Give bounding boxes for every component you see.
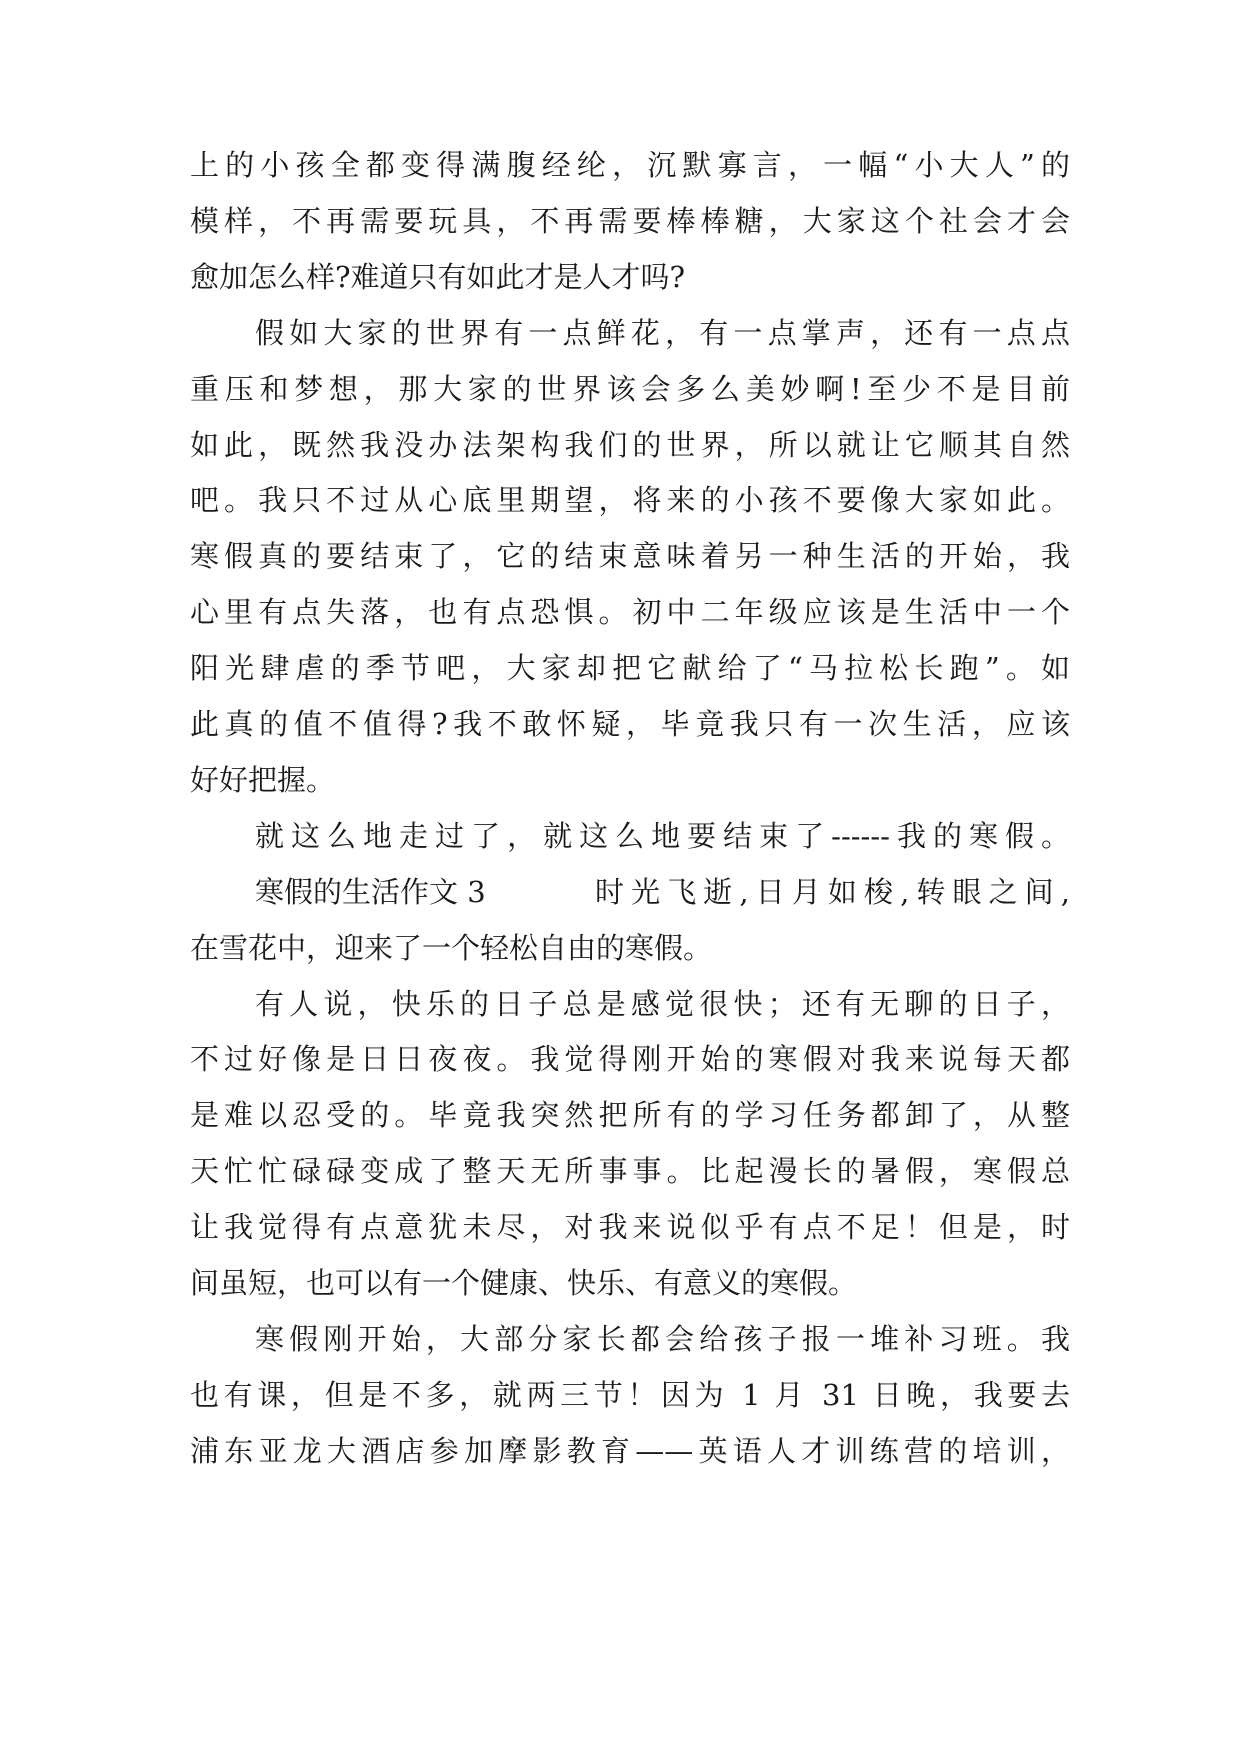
- text-line: 天忙忙碌碌变成了整天无所事事。比起漫长的暑假，寒假总: [190, 1154, 1070, 1188]
- text-line: 假如大家的世界有一点鲜花，有一点掌声，还有一点点: [255, 316, 1070, 350]
- text-line: 吧。我只不过从心底里期望，将来的小孩不要像大家如此。: [190, 483, 1070, 517]
- text-line: 不过好像是日日夜夜。我觉得刚开始的寒假对我来说每天都: [190, 1042, 1070, 1076]
- text-line: 寒假真的要结束了，它的结束意味着另一种生活的开始，我: [190, 539, 1070, 573]
- text-line: 也有课，但是不多，就两三节！因为 1 月 31 日晚，我要去: [190, 1378, 1070, 1412]
- section-title: 寒假的生活作文 3: [255, 875, 486, 909]
- section-heading-continuation: 时光飞逝,日月如梭,转眼之间,: [595, 875, 1070, 909]
- text-line: 心里有点失落，也有点恐惧。初中二年级应该是生活中一个: [190, 595, 1070, 629]
- text-line: 有人说，快乐的日子总是感觉很快；还有无聊的日子，: [255, 987, 1070, 1021]
- text-line: 在雪花中，迎来了一个轻松自由的寒假。: [190, 931, 713, 965]
- text-line: 重压和梦想，那大家的世界该会多么美妙啊!至少不是目前: [190, 372, 1070, 406]
- text-line: 愈加怎么样?难道只有如此才是人才吗?: [190, 260, 686, 294]
- text-line: 间虽短，也可以有一个健康、快乐、有意义的寒假。: [190, 1266, 858, 1300]
- section-heading-line: [255, 872, 1070, 912]
- text-line: 浦东亚龙大酒店参加摩影教育——英语人才训练营的培训，: [190, 1434, 1070, 1468]
- text-line: 如此，既然我没办法架构我们的世界，所以就让它顺其自然: [190, 428, 1070, 462]
- text-line: 上的小孩全都变得满腹经纶，沉默寡言，一幅“小大人”的: [190, 148, 1070, 182]
- text-line: 是难以忍受的。毕竟我突然把所有的学习任务都卸了，从整: [190, 1098, 1070, 1132]
- text-line: 模样，不再需要玩具，不再需要棒棒糖，大家这个社会才会: [190, 204, 1070, 238]
- text-line: 阳光肆虐的季节吧，大家却把它献给了“马拉松长跑”。如: [190, 651, 1070, 685]
- text-line: 此真的值不值得?我不敢怀疑，毕竟我只有一次生活，应该: [190, 707, 1070, 741]
- text-line: 就这么地走过了，就这么地要结束了------我的寒假。: [255, 819, 1070, 853]
- text-line: 寒假刚开始，大部分家长都会给孩子报一堆补习班。我: [255, 1322, 1070, 1356]
- text-line: 好好把握。: [190, 763, 336, 797]
- text-line: 让我觉得有点意犹未尽，对我来说似乎有点不足！但是，时: [190, 1210, 1070, 1244]
